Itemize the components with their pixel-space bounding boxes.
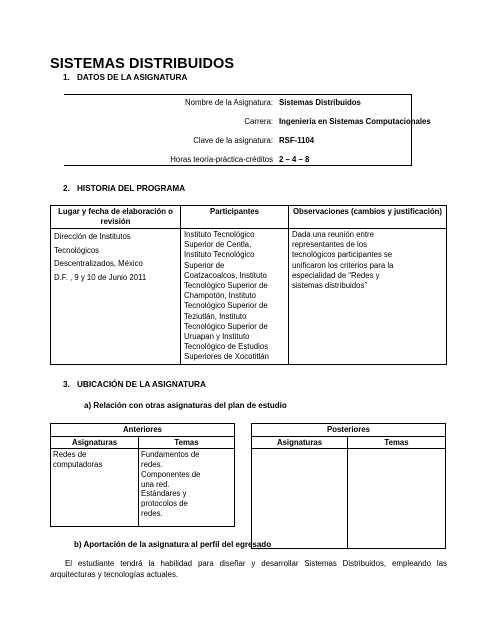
cell-line: Instituto Tecnológico [184,250,255,260]
section-heading-ubicacion [63,380,206,389]
cell-line: Teziutlán, Instituto [184,311,247,321]
section-heading-historia [63,184,185,193]
table-header-row [252,424,446,437]
cell-line: especialidad de “Redes y [292,270,380,280]
table-header-row [51,206,447,229]
cell-line: representantes de los [292,240,367,250]
cell-line: Superior de Centla, [184,240,252,250]
section-label: DATOS DE LA ASIGNATURA [77,73,188,82]
datos-value: RSF-1104 [279,136,315,145]
empty-cell [348,449,446,549]
cell-line: sistemas distribuidos” [292,281,367,291]
cell-line: Tecnológico Superior de [184,321,268,331]
cell-line: protocolos de [141,498,188,508]
historia-table [50,205,447,365]
table-header: Asignaturas [252,436,348,449]
cell-line: D.F. , 9 y 10 de Junio 2011 [54,272,147,282]
subsection-heading-aportacion: b) Aportación de la asignatura al perfil del egresado [74,540,272,549]
participantes-cell [181,229,289,365]
section-label: UBICACIÓN DE LA ASIGNATURA [77,380,206,389]
table-header: Participantes [181,206,289,229]
section-number: 2. [63,184,70,193]
cell-line: Coatzacoalcos, Instituto [184,270,267,280]
table-header-row [51,436,235,449]
anteriores-table [50,423,235,527]
cell-line: Champotón, Instituto [184,291,256,301]
posteriores-table [251,423,446,549]
cell-line: Tecnológico de Estudios [184,342,269,352]
datos-value: Ingeniería en Sistemas Computacionales [279,117,431,126]
datos-label: Carrera: [244,117,273,126]
cell-line: Superior de [184,260,225,270]
datos-label: Horas teoría-práctica-créditos [170,155,273,164]
cell-line: Instituto Tecnológico [184,230,255,239]
empty-cell [252,449,348,549]
table-row [252,449,446,549]
cell-line: una red. [141,479,170,489]
section-number: 1. [63,73,70,82]
table-header: Anteriores [51,424,235,437]
datos-label: Clave de la asignatura: [193,136,273,145]
table-header-row [51,424,235,437]
table-header: Posteriores [252,424,446,437]
temas-cell [139,449,235,527]
datos-label: Nombre de la Asignatura: [185,98,273,107]
observaciones-cell [289,229,447,365]
document-title: SISTEMAS DISTRIBUIDOS [50,56,235,72]
aportacion-paragraph: El estudiante tendrá la habilidad para diseñar y desarrollar Sistemas Distribuidos, empleando las arquitecturas y tecnologías actuales. [50,559,447,579]
cell-line: Tecnológicos [54,245,100,255]
table-row [51,449,235,527]
table-header: Temas [139,436,235,449]
cell-line: Dada una reunión entre [292,230,374,239]
cell-line: redes. [141,460,163,470]
subsection-heading-relacion: a) Relación con otras asignaturas del plan de estudio [84,401,287,410]
cell-line: Tecnológico Superior de [184,301,268,311]
section-label: HISTORIA DEL PROGRAMA [77,184,186,193]
table-header: Lugar y fecha de elaboración o revisión [51,206,181,229]
datos-asignatura-box [64,94,431,166]
table-row [51,229,447,365]
lugar-cell [51,229,181,365]
table-header: Asignaturas [51,436,139,449]
cell-line: Fundamentos de [141,450,200,460]
cell-line: Componentes de [141,469,201,479]
table-header: Temas [348,436,446,449]
table-header: Observaciones (cambios y justificación) [289,206,447,229]
cell-line: Descentralizados, México [54,259,143,268]
asignatura-cell [51,449,139,527]
cell-line: Uruapan y Instituto [184,332,250,342]
cell-line: Estándares y [141,489,187,499]
section-number: 3. [63,380,70,389]
cell-line: tecnológicos participantes se [292,250,393,260]
section-heading-datos [63,73,187,82]
cell-line: Superiores de Xocotitlán [184,352,269,362]
table-header-row [252,436,446,449]
cell-line: Dirección de Institutos [54,232,131,241]
cell-line: Redes de [53,450,87,460]
cell-line: redes. [141,508,163,518]
datos-value: Sistemas Distribuidos [279,98,361,107]
cell-line: computadoras [53,460,103,470]
cell-line: Tecnológico Superior de [184,281,268,291]
datos-value: 2 – 4 – 8 [279,155,310,164]
cell-line: unificaron los criterios para la [292,260,394,270]
